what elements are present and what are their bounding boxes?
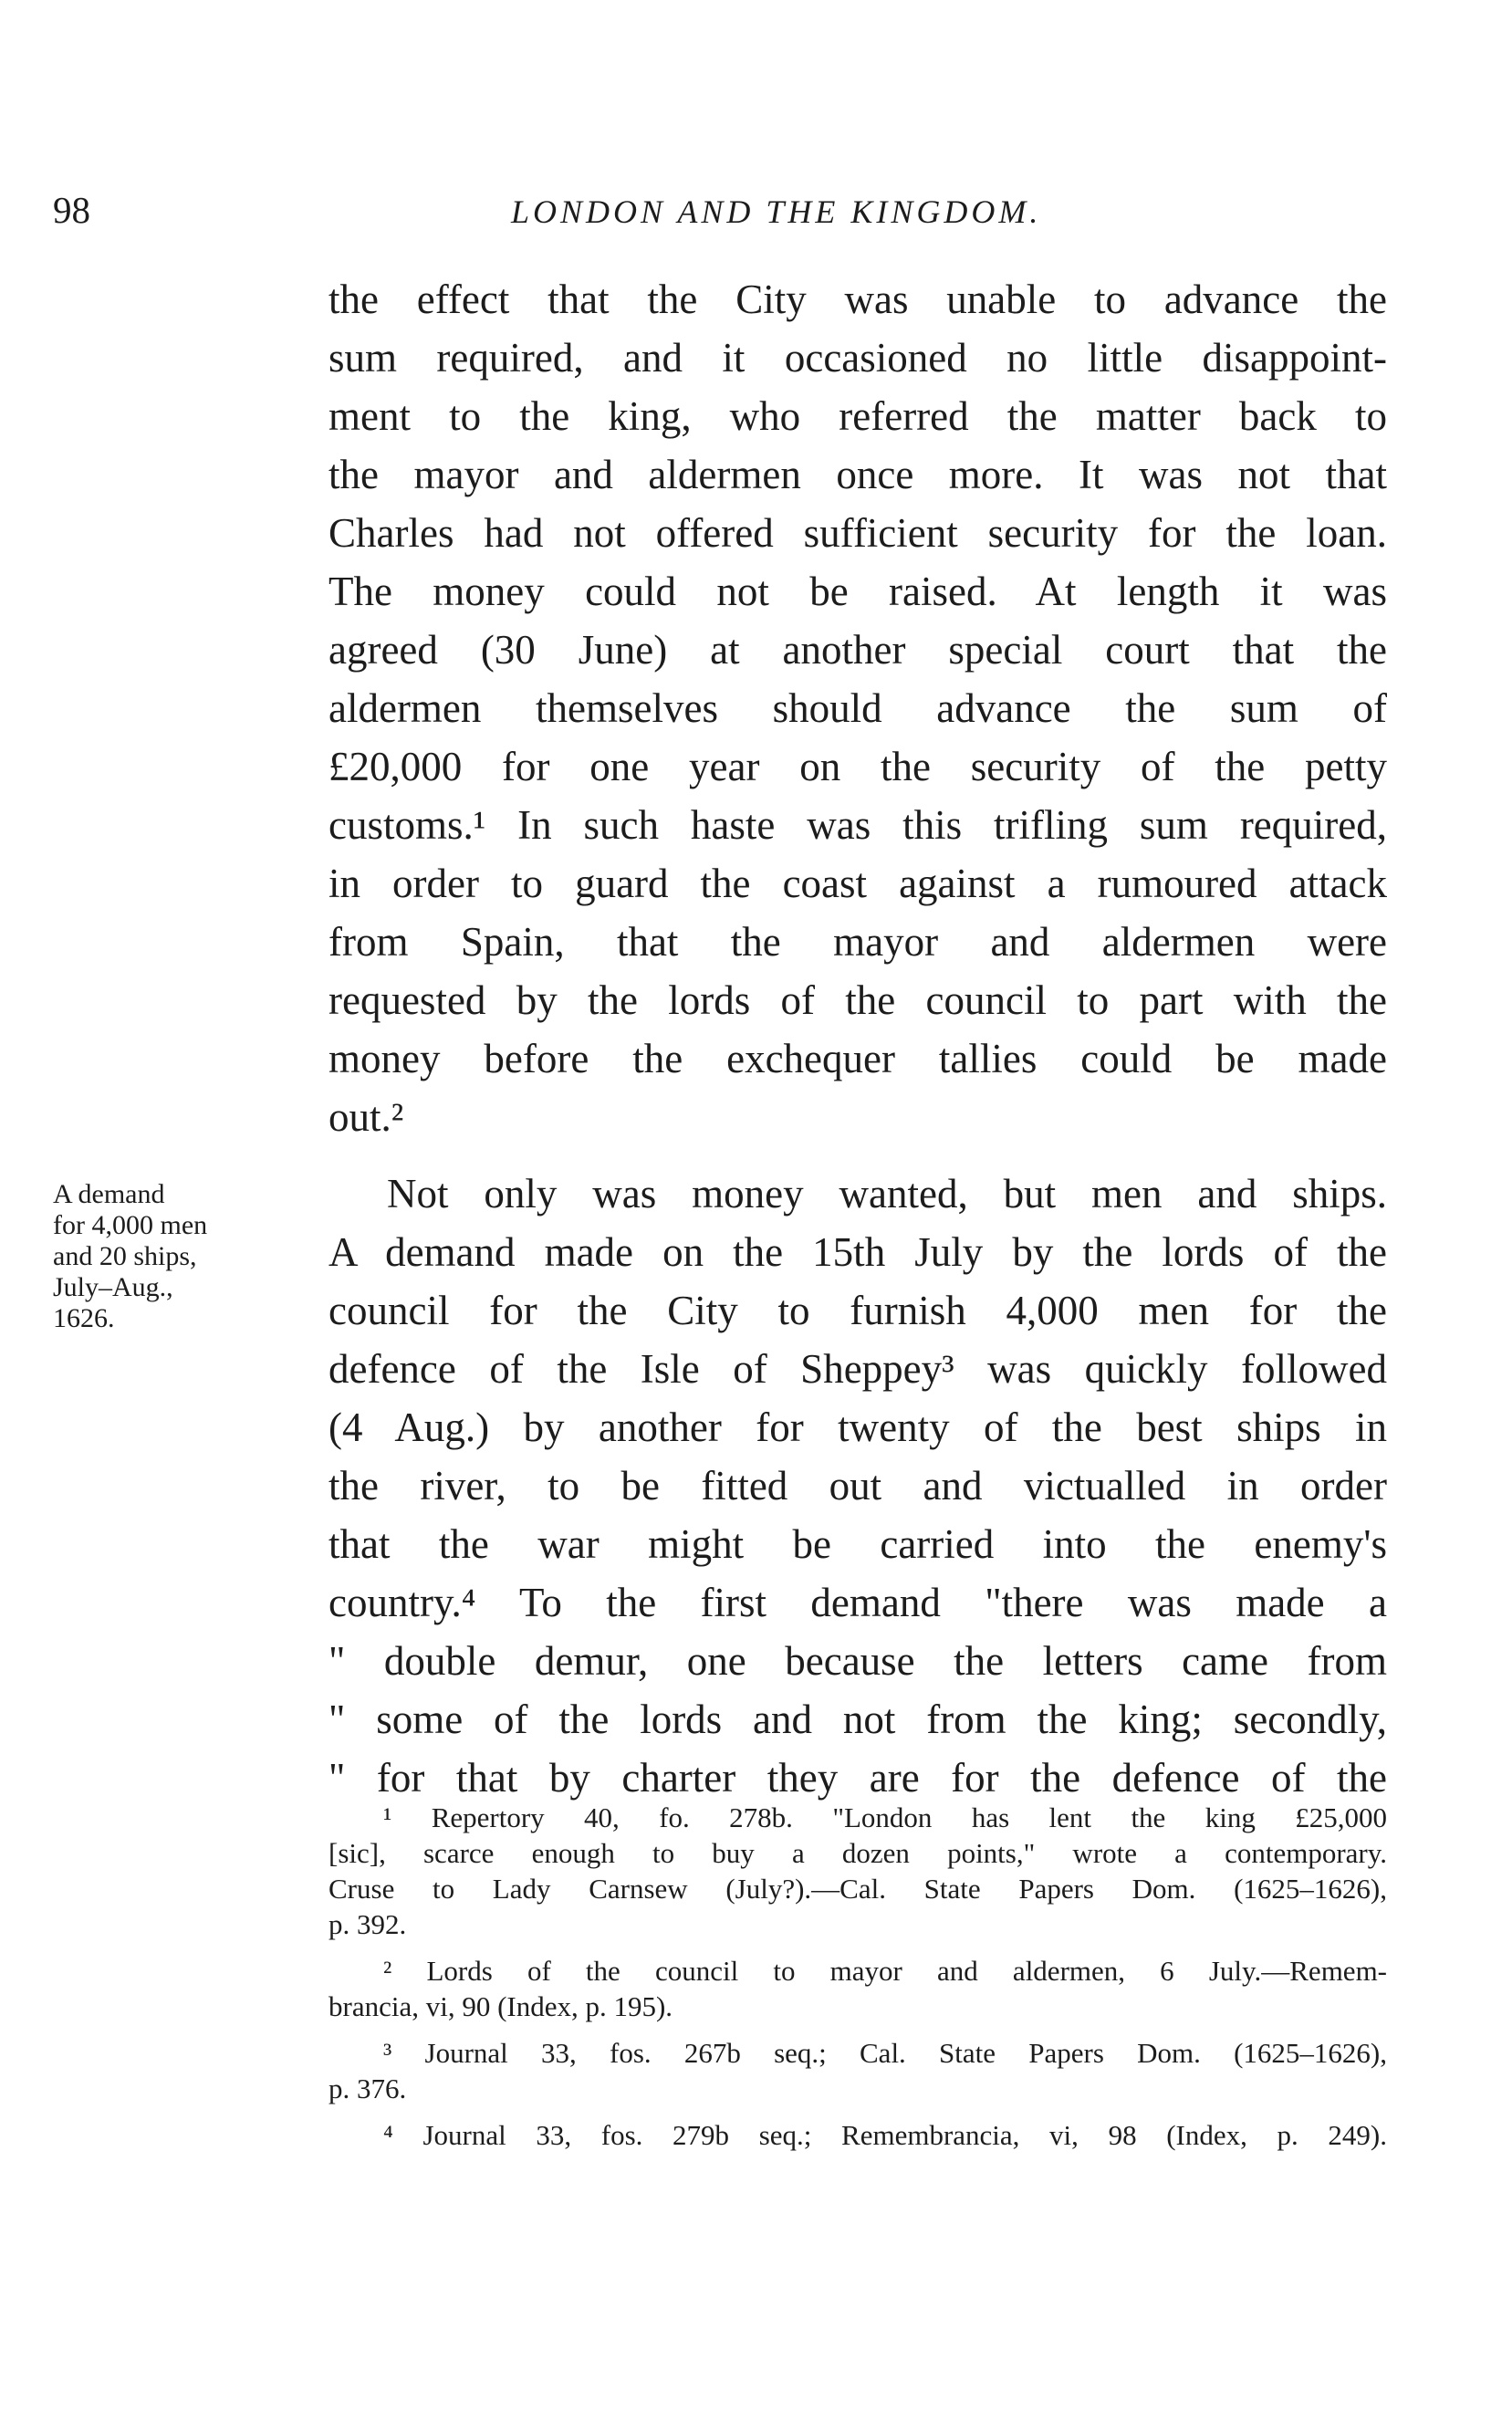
text-line: the effect that the City was unable to advance the: [328, 277, 1387, 322]
footnote-line: ¹ Repertory 40, fo. 278b. "London has lent the king £25,000: [383, 1801, 1387, 1833]
text-line: defence of the Isle of Sheppey³ was quickly followed: [328, 1346, 1387, 1392]
text-line: (4 Aug.) by another for twenty of the best ships in: [328, 1404, 1387, 1450]
text-line: Charles had not offered sufficient security for the loan.: [328, 510, 1387, 556]
footnote-3: [328, 2035, 1387, 2106]
footnote-line: p. 376.: [328, 2073, 407, 2104]
paragraph-2: [328, 1164, 1387, 1807]
text-line: in order to guard the coast against a rumoured attack: [328, 861, 1387, 906]
text-line: " double demur, one because the letters came from: [328, 1638, 1387, 1684]
running-title: LONDON AND THE KINGDOM.: [511, 193, 1042, 230]
footnote-2: [328, 1953, 1387, 2024]
text-line: out.²: [328, 1094, 404, 1140]
page-number: 98: [53, 189, 90, 231]
text-line: country.⁴ To the first demand "there was made a: [328, 1580, 1387, 1625]
text-line: requested by the lords of the council to part with the: [328, 977, 1387, 1023]
margin-sidenote: [53, 1179, 318, 1334]
footnotes: [328, 1800, 1387, 2164]
text-line: sum required, and it occasioned no little disappoint-: [328, 335, 1387, 381]
text-line: money before the exchequer tallies could be made: [328, 1036, 1387, 1081]
text-line: Not only was money wanted, but men and ships.: [387, 1171, 1387, 1216]
footnote-line: brancia, vi, 90 (Index, p. 195).: [328, 1990, 673, 2022]
footnote-line: ⁴ Journal 33, fos. 279b seq.; Remembrancia, vi, 98 (Index, p. 249).: [383, 2119, 1387, 2151]
text-line: that the war might be carried into the enemy's: [328, 1521, 1387, 1567]
text-line: " for that by charter they are for the defence of the: [328, 1755, 1387, 1801]
footnote-line: ² Lords of the council to mayor and aldermen, 6 July.—Remem-: [383, 1955, 1387, 1987]
text-line: ment to the king, who referred the matter back to: [328, 393, 1387, 439]
sidenote-line: for 4,000 men: [53, 1210, 208, 1240]
sidenote-line: July–Aug.,: [53, 1272, 173, 1302]
footnote-4: [328, 2117, 1387, 2153]
text-line: £20,000 for one year on the security of the petty: [328, 744, 1387, 789]
footnote-line: ³ Journal 33, fos. 267b seq.; Cal. State Papers Dom. (1625–1626),: [383, 2037, 1387, 2069]
text-line: the river, to be fitted out and victualled in order: [328, 1463, 1387, 1509]
footnote-line: [sic], scarce enough to buy a dozen points," wrote a contemporary.: [328, 1837, 1387, 1869]
text-line: customs.¹ In such haste was this trifling sum required,: [328, 802, 1387, 848]
paragraph-1: [328, 270, 1387, 1146]
footnote-line: p. 392.: [328, 1908, 407, 1940]
text-line: The money could not be raised. At length it was: [328, 569, 1387, 614]
text-line: aldermen themselves should advance the sum of: [328, 685, 1387, 731]
text-line: " some of the lords and not from the king; secondly,: [328, 1697, 1387, 1742]
footnote-1: [328, 1800, 1387, 1942]
text-line: the mayor and aldermen once more. It was not that: [328, 452, 1387, 497]
text-line: agreed (30 June) at another special court that the: [328, 627, 1387, 673]
text-line: council for the City to furnish 4,000 men for the: [328, 1288, 1387, 1333]
sidenote-line: and 20 ships,: [53, 1241, 197, 1271]
sidenote-line: A demand: [53, 1179, 165, 1209]
text-line: A demand made on the 15th July by the lords of the: [328, 1229, 1387, 1275]
footnote-line: Cruse to Lady Carnsew (July?).—Cal. State Papers Dom. (1625–1626),: [328, 1873, 1387, 1905]
text-line: from Spain, that the mayor and aldermen were: [328, 919, 1387, 965]
sidenote-line: 1626.: [53, 1303, 115, 1333]
